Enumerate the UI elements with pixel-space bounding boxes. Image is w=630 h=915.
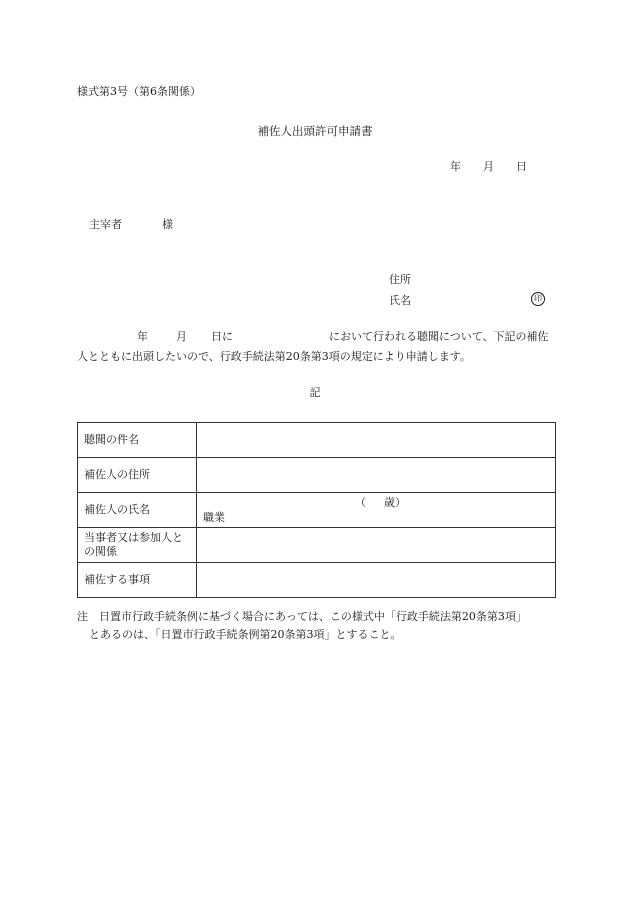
date-year: 年 bbox=[450, 160, 461, 173]
table-row bbox=[78, 528, 556, 563]
hearing-subject-label: 聴聞の件名 bbox=[78, 423, 197, 458]
assistant-name-field[interactable] bbox=[197, 493, 556, 528]
relationship-field[interactable] bbox=[197, 528, 556, 563]
age-text bbox=[355, 496, 406, 510]
age-open: （ bbox=[355, 496, 366, 509]
relationship-label bbox=[78, 528, 197, 563]
seal-icon: 印 bbox=[531, 292, 545, 306]
relationship-label-line2: の関係 bbox=[84, 545, 117, 558]
addressee bbox=[89, 218, 173, 233]
table-row bbox=[78, 493, 556, 528]
table-row bbox=[78, 458, 556, 493]
date-day: 日 bbox=[516, 160, 527, 173]
document-title: 補佐人出頭許可申請書 bbox=[257, 124, 373, 138]
relationship-label-line1: 当事者又は参加人と bbox=[84, 530, 183, 544]
ki-heading: 記 bbox=[309, 386, 321, 399]
table-row bbox=[78, 423, 556, 458]
table-row bbox=[78, 563, 556, 598]
applicant-name-label: 氏名 bbox=[389, 294, 411, 307]
applicant-address-label: 住所 bbox=[389, 273, 411, 286]
body-line-1 bbox=[137, 330, 549, 345]
addressee-honorific: 様 bbox=[162, 218, 173, 231]
assistant-address-label: 補佐人の住所 bbox=[78, 458, 197, 493]
note-line-2: とあるのは、「日置市行政手続条例第20条第3項」とすること。 bbox=[89, 628, 402, 641]
assisted-matters-label: 補佐する事項 bbox=[78, 563, 197, 598]
hearing-subject-field[interactable] bbox=[197, 423, 556, 458]
age-close: 歳） bbox=[384, 496, 406, 509]
note-line-1: 注 日置市行政手続条例に基づく場合にあっては、この様式中「行政手続法第20条第3項」 bbox=[77, 610, 527, 623]
form-number: 様式第3号（第6条関係） bbox=[77, 85, 201, 98]
date-line bbox=[450, 160, 527, 175]
body-line-2: 人とともに出頭したいので、行政手続法第20条第3項の規定により申請します。 bbox=[77, 350, 471, 363]
date-month: 月 bbox=[483, 160, 494, 173]
occupation-label: 職業 bbox=[203, 511, 225, 524]
body-day: 日に bbox=[211, 330, 233, 343]
body-month: 月 bbox=[176, 330, 187, 343]
assistant-address-field[interactable] bbox=[197, 458, 556, 493]
assistant-name-label: 補佐人の氏名 bbox=[78, 493, 197, 528]
addressee-label: 主宰者 bbox=[89, 218, 122, 231]
body-year: 年 bbox=[137, 330, 148, 343]
body-line1-rest: において行われる聴聞について、下記の補佐 bbox=[329, 330, 549, 343]
details-table bbox=[77, 422, 556, 598]
assisted-matters-field[interactable] bbox=[197, 563, 556, 598]
